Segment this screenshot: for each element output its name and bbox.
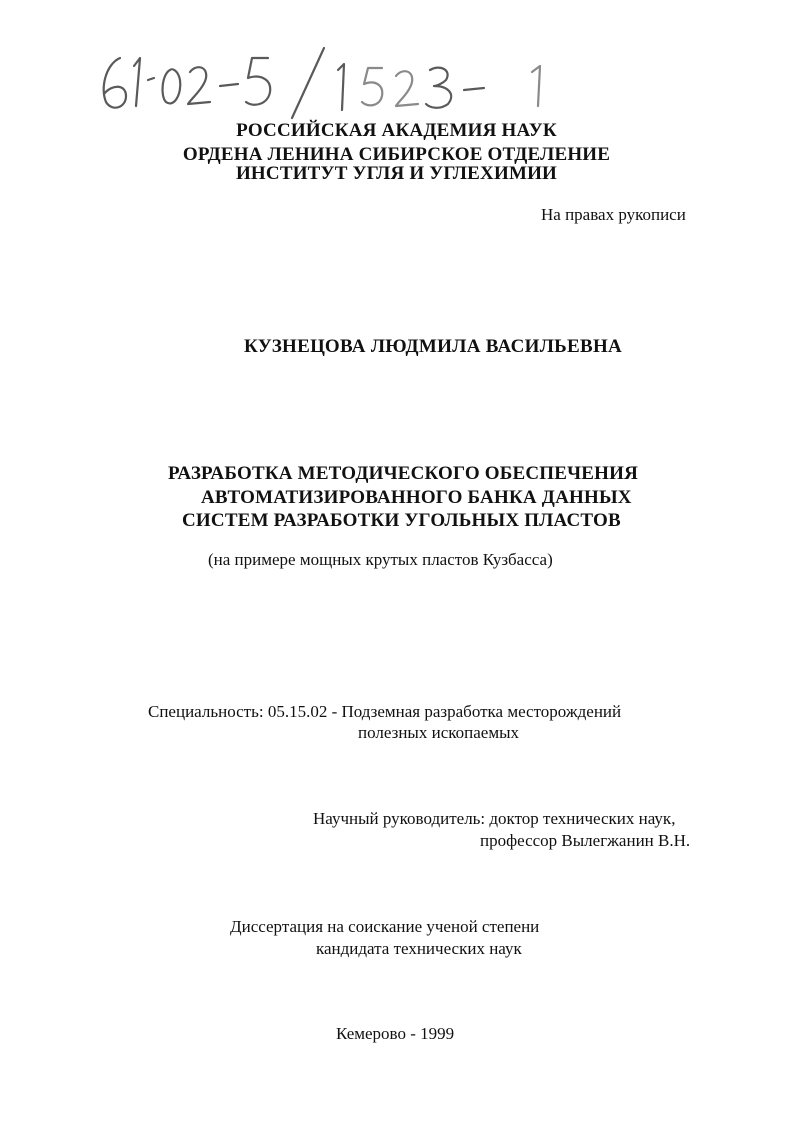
dissertation-subtitle: (на примере мощных крутых пластов Кузбасса)	[208, 550, 553, 569]
author-name: КУЗНЕЦОВА ЛЮДМИЛА ВАСИЛЬЕВНА	[244, 336, 623, 357]
organization-line-1: РОССИЙСКАЯ АКАДЕМИЯ НАУК	[236, 120, 557, 141]
dissertation-title-line-3: СИСТЕМ РАЗРАБОТКИ УГОЛЬНЫХ ПЛАСТОВ	[182, 510, 621, 531]
manuscript-rights-note: На правах рукописи	[541, 205, 686, 224]
handwritten-archive-number	[92, 40, 572, 120]
degree-statement-line-1: Диссертация на соискание ученой степени	[230, 917, 540, 936]
specialty-line-1: Специальность: 05.15.02 - Подземная разработка месторождений	[148, 702, 622, 721]
supervisor-line-1: Научный руководитель: доктор технических наук,	[313, 809, 676, 828]
supervisor-line-2: профессор Вылегжанин В.Н.	[480, 831, 691, 850]
dissertation-title-line-2: АВТОМАТИЗИРОВАННОГО БАНКА ДАННЫХ	[201, 487, 632, 508]
degree-statement-line-2: кандидата технических наук	[316, 939, 522, 958]
organization-line-2: ОРДЕНА ЛЕНИНА СИБИРСКОЕ ОТДЕЛЕНИЕ	[182, 144, 611, 165]
city-and-year: Кемерово - 1999	[336, 1024, 455, 1043]
specialty-line-2: полезных ископаемых	[358, 723, 520, 742]
organization-line-3: ИНСТИТУТ УГЛЯ И УГЛЕХИМИИ	[235, 163, 558, 184]
dissertation-title-line-1: РАЗРАБОТКА МЕТОДИЧЕСКОГО ОБЕСПЕЧЕНИЯ	[168, 463, 639, 484]
